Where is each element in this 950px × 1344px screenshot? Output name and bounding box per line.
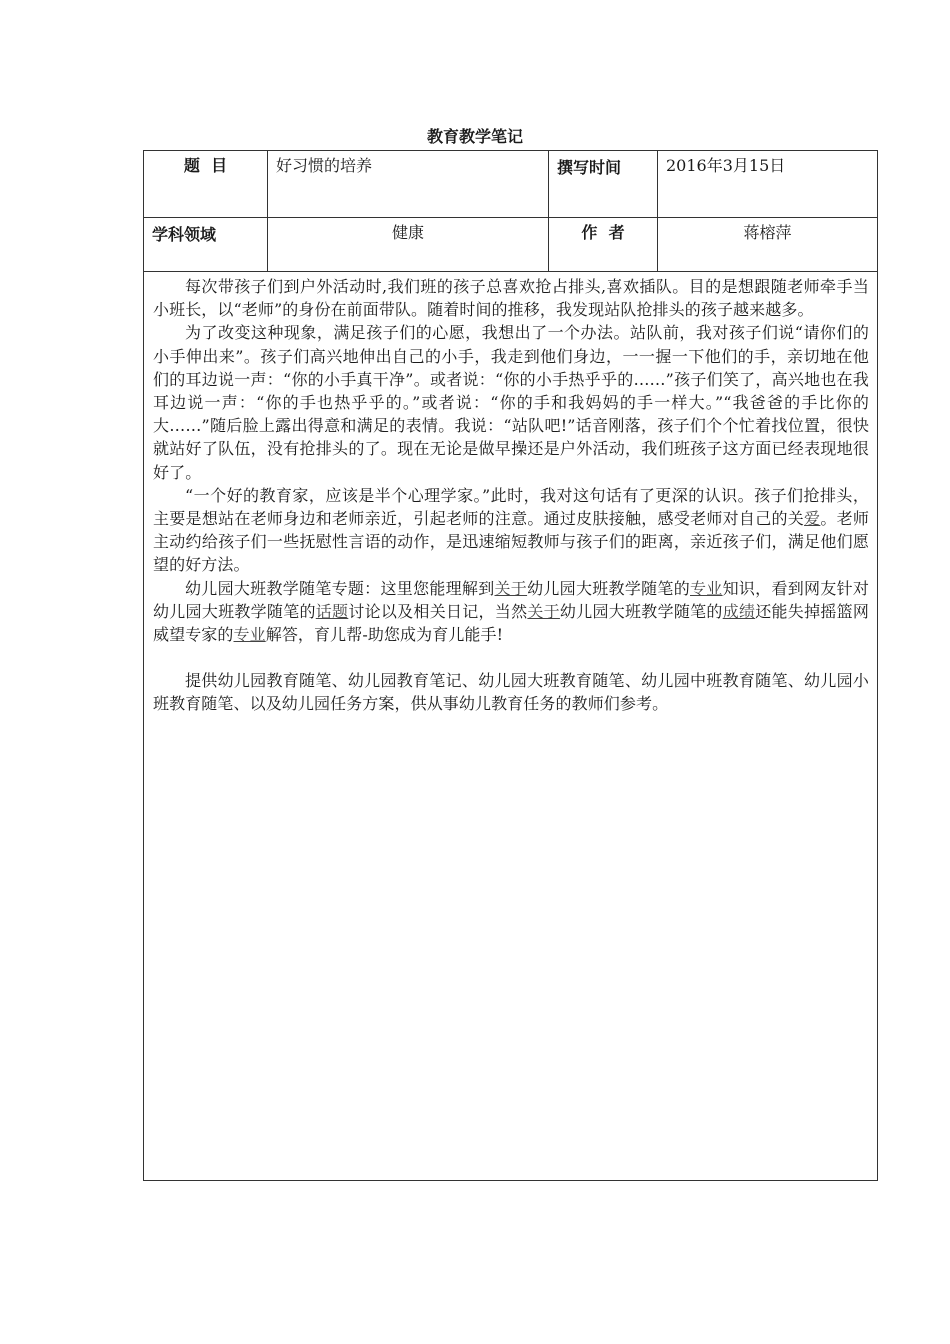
paragraph-1: 每次带孩子们到户外活动时,我们班的孩子总喜欢抢占排头,喜欢插队。目的是想跟随老师牵手当小班长，以“老师”的身份在前面带队。随着时间的推移，我发现站队抢排头的孩子越来越多。 bbox=[153, 277, 869, 320]
p4-seg-3: 知识，看到网友针对幼儿园大班教学随笔的 bbox=[153, 578, 870, 621]
header-row-2 bbox=[144, 218, 878, 272]
paragraph-5: 提供幼儿园教育随笔、幼儿园教育笔记、幼儿园大班教育随笔、幼儿园中班教育随笔、幼儿园小班教育随笔、以及幼儿园任务方案，供从事幼儿教育任务的教师们参考。 bbox=[153, 671, 869, 714]
document-title: 教育教学笔记 bbox=[426, 127, 523, 146]
p4-seg-4: 讨论以及相关日记，当然 bbox=[348, 601, 528, 621]
teaching-note-table bbox=[143, 150, 878, 1181]
link-zhuanye-1[interactable]: 专业 bbox=[690, 578, 723, 598]
p4-seg-2: 幼儿园大班教学随笔的 bbox=[527, 578, 690, 598]
p4-seg-5: 幼儿园大班教学随笔的 bbox=[559, 601, 723, 621]
content-row bbox=[144, 272, 878, 1181]
note-content bbox=[144, 272, 878, 1181]
p4-seg-6: 还能失掉摇篮网威望专家的 bbox=[153, 601, 870, 645]
header-row-1 bbox=[144, 151, 878, 218]
writing-time-label: 撰写时间 bbox=[549, 151, 658, 218]
link-zhuanye-2[interactable]: 专业 bbox=[233, 625, 266, 645]
author-label: 作 者 bbox=[549, 218, 658, 272]
paragraph-3 bbox=[153, 484, 869, 577]
paragraph-3-text-a: “一个好的教育家，应该是半个心理学家。”此时，我对这句话有了更深的认识。孩子们抢排头，主要是想站在老师身边和老师亲近，引起老师的注意。通过皮肤接触，感受老师对自己的关 bbox=[153, 485, 869, 529]
writing-time-value: 2016年3月15日 bbox=[658, 151, 878, 218]
topic-value: 好习惯的培养 bbox=[268, 151, 549, 218]
author-value: 蒋榕萍 bbox=[658, 218, 878, 272]
subject-area-value: 健康 bbox=[268, 218, 549, 272]
subject-area-label: 学科领域 bbox=[144, 218, 268, 272]
link-huati[interactable]: 话题 bbox=[315, 601, 349, 621]
link-ai[interactable]: 爱 bbox=[804, 509, 821, 529]
p4-seg-1: 幼儿园大班教学随笔专题：这里您能理解到 bbox=[185, 578, 495, 598]
link-chengji[interactable]: 成绩 bbox=[722, 601, 756, 621]
paragraph-2: 为了改变这种现象，满足孩子们的心愿，我想出了一个办法。站队前，我对孩子们说“请你们的小手伸出来”。孩子们高兴地伸出自己的小手，我走到他们身边，一一握一下他们的手，亲切地在他们的耳边说一声：“你的小手真干净”。或者说：“你的小手热乎乎的……”孩子们笑了，高兴地也在我耳边说一声：“你的手也热乎乎的。”或者说：“你的手和我妈妈的手一样大。”“我爸爸的手比你的大……”随后脸上露出得意和满足的表情。我说：“站队吧!”话音刚落，孩子们个个忙着找位置，很快就站好了队伍，没有抢排头的了。现在无论是做早操还是户外活动，我们班孩子这方面已经表现地很好了。 bbox=[153, 323, 869, 482]
link-guanyu-1[interactable]: 关于 bbox=[494, 578, 528, 598]
blank-line bbox=[153, 646, 869, 669]
link-guanyu-2[interactable]: 关于 bbox=[527, 601, 560, 621]
topic-label: 题 目 bbox=[144, 151, 268, 218]
paragraph-4 bbox=[153, 577, 869, 647]
paragraph-3-text-b: 。老师主动约给孩子们一些抚慰性言语的动作，是迅速缩短教师与孩子们的距离，亲近孩子们，满足他们愿望的好方法。 bbox=[153, 509, 869, 575]
p4-seg-7: 解答，育儿帮-助您成为育儿能手! bbox=[265, 625, 504, 645]
